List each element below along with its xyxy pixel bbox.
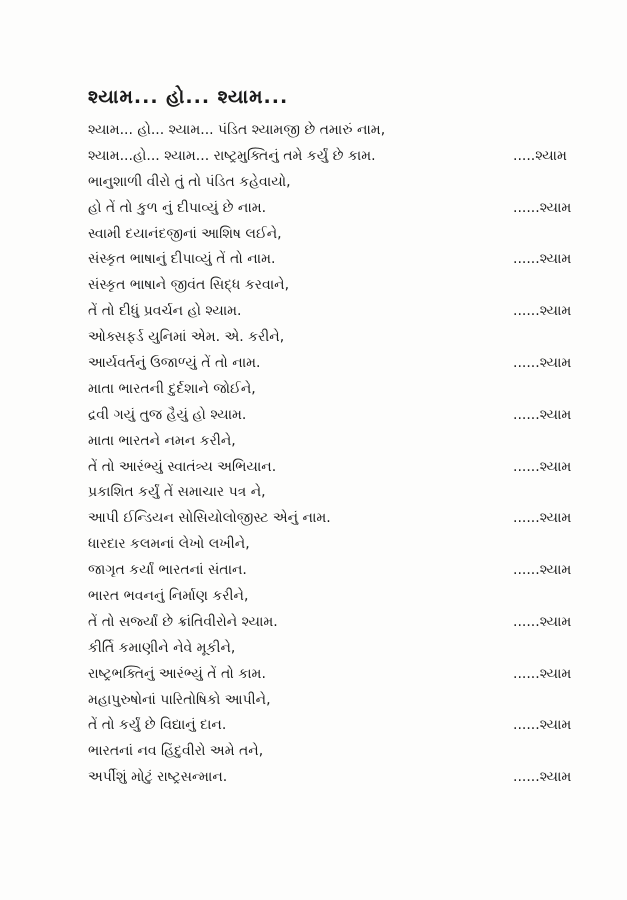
- poem-line-text: સંસ્કૃત ભાષાનું દીપાવ્યું તેં તો નામ.: [88, 251, 276, 268]
- poem-line: [88, 299, 598, 325]
- poem-line-refrain: ......શ્યામ: [513, 510, 572, 527]
- poem-line: [88, 403, 598, 429]
- poem-line: [88, 610, 598, 636]
- poem-line-text: ઓક્સફર્ડ યુનિમાં એમ. એ. કરીને,: [88, 329, 285, 346]
- poem-line-refrain: ......શ્યામ: [513, 613, 572, 630]
- poem-line: [88, 118, 598, 144]
- poem-line-refrain: ......શ્યામ: [513, 355, 572, 372]
- poem-line-text: જાગૃત કર્યાં ભારતનાં સંતાન.: [88, 562, 247, 579]
- poem-line-text: તેં તો દીધું પ્રવર્ચન હો શ્યામ.: [88, 303, 242, 320]
- poem-line: [88, 351, 598, 377]
- poem-line: [88, 532, 598, 558]
- poem-line: [88, 558, 598, 584]
- poem-line-text: સંસ્કૃત ભાષાને જીવંત સિદ્ધ કરવાને,: [88, 277, 290, 294]
- poem-line-text: તેં તો કર્યું છે વિદ્યાનું દાન.: [88, 717, 227, 734]
- poem-line: [88, 170, 598, 196]
- poem-line-text: તેં તો સર્જ્યાં છે ક્રાંતિવીરોને શ્યામ.: [88, 613, 278, 630]
- poem-line-text: તેં તો આરંભ્યું સ્વાતંત્ર્ય અભિયાન.: [88, 458, 277, 475]
- poem-line: [88, 636, 598, 662]
- poem-line-text: ધારદાર કલમનાં લેખો લખીને,: [88, 536, 250, 553]
- poem-line-text: મહાપુરુષોનાં પારિતોષિકો આપીને,: [88, 691, 271, 708]
- poem-line-text: ભારતનાં નવ હિંદુવીરો અમે તને,: [88, 743, 264, 760]
- poem-line: [88, 713, 598, 739]
- poem-line: [88, 144, 598, 170]
- poem-line-text: માતા ભારતની દુર્દશાને જોઈને,: [88, 380, 256, 397]
- poem-line-refrain: ......શ્યામ: [513, 665, 572, 682]
- poem-line: [88, 325, 598, 351]
- poem-line: [88, 480, 598, 506]
- poem-line-refrain: .....શ્યામ: [513, 147, 567, 164]
- poem-line: [88, 222, 598, 248]
- poem-line-refrain: ......શ્યામ: [513, 769, 572, 786]
- poem-line-refrain: ......શ્યામ: [513, 562, 572, 579]
- poem-line: [88, 273, 598, 299]
- poem-line-text: દ્રવી ગયું તુજ હૈયું હો શ્યામ.: [88, 406, 247, 423]
- poem-line: [88, 765, 598, 791]
- poem-line-text: માતા ભારતને નમન કરીને,: [88, 432, 236, 449]
- poem-body: [88, 118, 598, 791]
- poem-line-refrain: ......શ્યામ: [513, 717, 572, 734]
- poem-line-refrain: ......શ્યામ: [513, 458, 572, 475]
- poem-line-refrain: ......શ્યામ: [513, 251, 572, 268]
- poem-line-text: પ્રકાશિત કર્યું તેં સમાચાર પત્ર ને,: [88, 484, 266, 501]
- poem-line-text: શ્યામ...હો... શ્યામ... રાષ્ટ્રમુક્તિનું તમે કર્યું છે કામ.: [88, 147, 376, 164]
- poem-line: [88, 429, 598, 455]
- poem-line-text: ભારત ભવનનું નિર્માણ કરીને,: [88, 588, 249, 605]
- poem-title: શ્યામ... હો... શ્યામ...: [88, 86, 289, 108]
- poem-line: [88, 662, 598, 688]
- poem-line: [88, 584, 598, 610]
- poem-line-refrain: ......શ્યામ: [513, 303, 572, 320]
- poem-line: [88, 196, 598, 222]
- poem-line-text: આપી ઈન્ડિયન સોસિયોલોજીસ્ટ એનું નામ.: [88, 510, 331, 527]
- poem-line-text: ભાનુશાળી વીરો તું તો પંડિત કહેવાયો,: [88, 173, 291, 190]
- poem-line-text: આર્યવર્તનું ઉજાળ્યું તેં તો નામ.: [88, 355, 261, 372]
- poem-line-text: અર્પીશું મોટું રાષ્ટ્રસન્માન.: [88, 769, 228, 786]
- poem-line-text: રાષ્ટ્રભક્તિનું આરંભ્યું તેં તો કામ.: [88, 665, 266, 682]
- poem-line: [88, 377, 598, 403]
- poem-line-text: સ્વામી દયાનંદજીનાં આશિષ લઈને,: [88, 225, 282, 242]
- poem-line-refrain: ......શ્યામ: [513, 406, 572, 423]
- poem-line: [88, 455, 598, 481]
- poem-line-text: હો તેં તો કુળ નું દીપાવ્યું છે નામ.: [88, 199, 267, 216]
- poem-line-text: કીર્તિ કમાણીને નેવે મૂકીને,: [88, 639, 236, 656]
- poem-line-text: શ્યામ... હો... શ્યામ... પંડિત શ્યામજી છે તમારું નામ,: [88, 122, 386, 138]
- poem-line: [88, 247, 598, 273]
- poem-line: [88, 688, 598, 714]
- poem-line: [88, 739, 598, 765]
- poem-line-refrain: ......શ્યામ: [513, 199, 572, 216]
- poem-line: [88, 506, 598, 532]
